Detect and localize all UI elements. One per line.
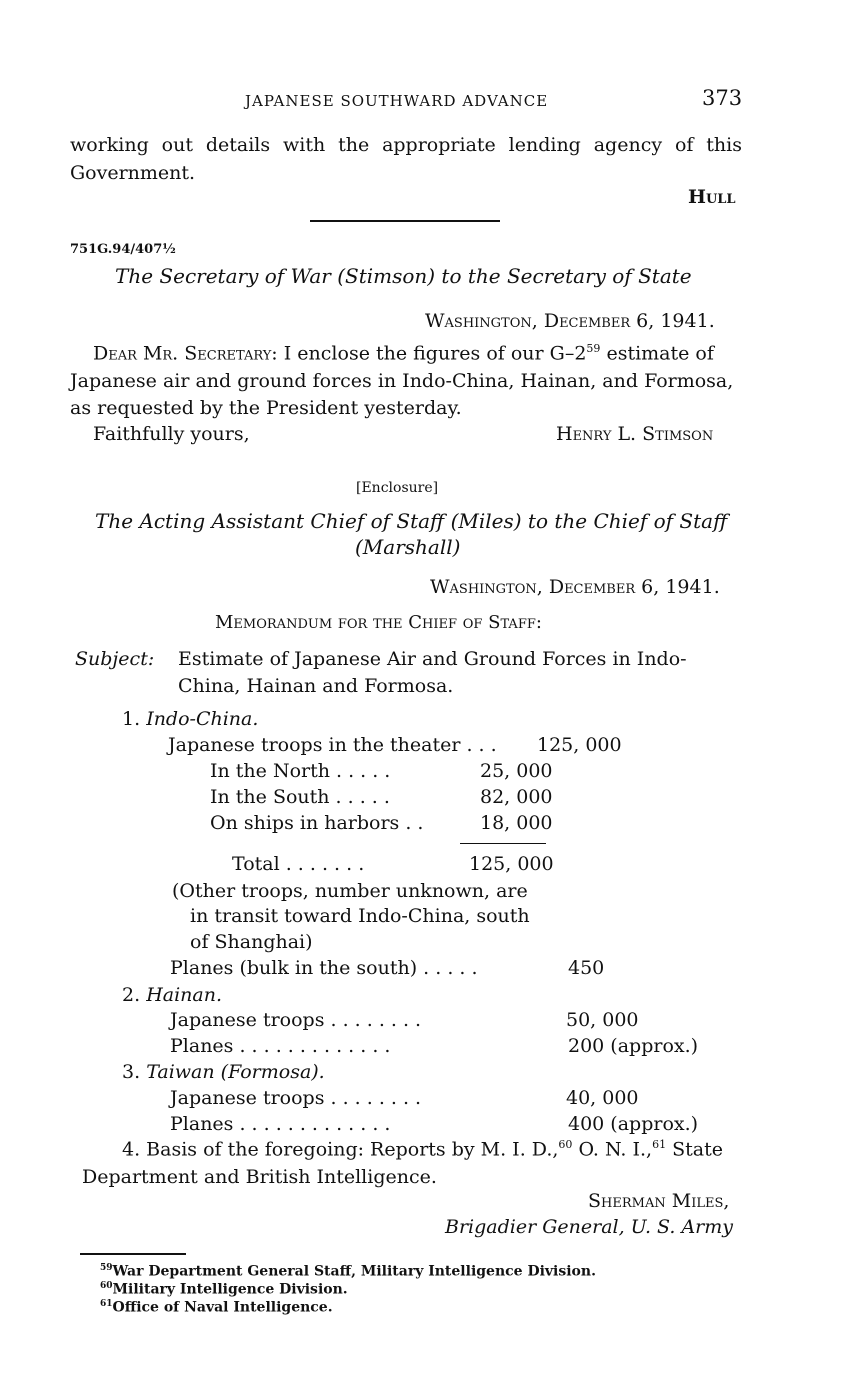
memo-signature-name: Sherman Miles, bbox=[588, 1190, 730, 1212]
salutation: Dear Mr. Secretary: bbox=[93, 342, 278, 365]
body-line-1-text: I enclose the figures of our G–2 bbox=[283, 342, 587, 365]
subject-line-2: China, Hainan and Formosa. bbox=[178, 675, 454, 697]
footnote-rule bbox=[80, 1253, 186, 1255]
section-3-heading bbox=[122, 1061, 325, 1083]
footnote-61-text: Office of Naval Intelligence. bbox=[112, 1299, 333, 1316]
s1-north-label: In the North . . . . . bbox=[210, 760, 391, 782]
s1-note-line-2: in transit toward Indo-China, south bbox=[190, 905, 530, 927]
s3-troops-value: 40, 000 bbox=[566, 1087, 639, 1109]
section-divider bbox=[310, 220, 500, 222]
enclosure-label: [Enclosure] bbox=[356, 480, 439, 496]
prev-letter-line-1: working out details with the appropriate lending agency of this bbox=[70, 134, 742, 156]
s1-total-label: Total . . . . . . . bbox=[232, 853, 365, 875]
s4-line1-a: 4. Basis of the foregoing: Reports by M. I. D., bbox=[122, 1138, 559, 1161]
section-1-number: 1. bbox=[122, 708, 141, 730]
footnote-60-mark: 60 bbox=[100, 1281, 113, 1291]
running-title: JAPANESE SOUTHWARD ADVANCE bbox=[245, 92, 549, 110]
letter-body-line-1 bbox=[93, 342, 714, 364]
footnote-61 bbox=[100, 1299, 333, 1316]
s1-troops-value: 125, 000 bbox=[537, 734, 622, 756]
s1-troops-label: Japanese troops in the theater . . . bbox=[168, 734, 497, 756]
footnote-ref-60: 60 bbox=[558, 1138, 573, 1151]
prev-letter-line-2: Government. bbox=[70, 162, 196, 184]
s1-south-label: In the South . . . . . bbox=[210, 786, 390, 808]
s1-total-value: 125, 000 bbox=[469, 853, 554, 875]
section-2-title: Hainan. bbox=[146, 984, 223, 1006]
subject-label: Subject: bbox=[75, 648, 155, 670]
s1-note-line-3: of Shanghai) bbox=[190, 931, 313, 953]
s1-ships-label: On ships in harbors . . bbox=[210, 812, 424, 834]
s2-planes-label: Planes . . . . . . . . . . . . . bbox=[170, 1035, 391, 1057]
enclosure-title-line-2: (Marshall) bbox=[355, 535, 461, 559]
letter-body-line-3: as requested by the President yesterday. bbox=[70, 397, 462, 419]
section-3-title: Taiwan (Formosa). bbox=[146, 1061, 325, 1083]
s1-ships-value: 18, 000 bbox=[480, 812, 553, 834]
letter-closing: Faithfully yours, bbox=[93, 423, 250, 445]
footnote-60-text: Military Intelligence Division. bbox=[112, 1281, 348, 1298]
s1-note-line-1: (Other troops, number unknown, are bbox=[172, 880, 528, 902]
memo-signature-rank: Brigadier General, U. S. Army bbox=[445, 1216, 734, 1238]
s2-troops-label: Japanese troops . . . . . . . . bbox=[170, 1009, 422, 1031]
letter-signature: Henry L. Stimson bbox=[556, 423, 714, 445]
footnote-60 bbox=[100, 1281, 348, 1298]
footnote-ref-59: 59 bbox=[586, 342, 601, 355]
s2-planes-value: 200 (approx.) bbox=[568, 1035, 699, 1057]
subtotal-rule bbox=[460, 843, 546, 844]
document-title: The Secretary of War (Stimson) to the Secretary of State bbox=[115, 264, 692, 288]
memo-heading: Memorandum for the Chief of Staff: bbox=[215, 612, 542, 633]
footnote-ref-61: 61 bbox=[652, 1138, 667, 1151]
section-1-title: Indo-China. bbox=[146, 708, 259, 730]
section-3-number: 3. bbox=[122, 1061, 141, 1083]
footnote-59 bbox=[100, 1263, 596, 1280]
document-place-date: Washington, December 6, 1941. bbox=[425, 310, 715, 332]
footnote-59-text: War Department General Staff, Military Intelligence Division. bbox=[112, 1263, 596, 1280]
section-1-heading bbox=[122, 708, 258, 730]
s3-planes-value: 400 (approx.) bbox=[568, 1113, 699, 1135]
footnote-61-mark: 61 bbox=[100, 1299, 113, 1309]
s2-troops-value: 50, 000 bbox=[566, 1009, 639, 1031]
s4-line1-c: State bbox=[672, 1138, 723, 1161]
s1-south-value: 82, 000 bbox=[480, 786, 553, 808]
section-4-line-2: Department and British Intelligence. bbox=[82, 1166, 437, 1188]
s1-planes-label: Planes (bulk in the south) . . . . . bbox=[170, 957, 478, 979]
enclosure-title-line-1: The Acting Assistant Chief of Staff (Miles) to the Chief of Staff bbox=[95, 509, 728, 533]
enclosure-place-date: Washington, December 6, 1941. bbox=[430, 576, 720, 598]
letter-body-line-2: Japanese air and ground forces in Indo-China, Hainan, and Formosa, bbox=[70, 370, 734, 392]
prev-letter-signature: Hull bbox=[688, 186, 736, 208]
s3-planes-label: Planes . . . . . . . . . . . . . bbox=[170, 1113, 391, 1135]
section-2-heading bbox=[122, 984, 222, 1006]
body-line-1-end: estimate of bbox=[606, 342, 714, 365]
s1-north-value: 25, 000 bbox=[480, 760, 553, 782]
s3-troops-label: Japanese troops . . . . . . . . bbox=[170, 1087, 422, 1109]
subject-line-1: Estimate of Japanese Air and Ground Forces in Indo- bbox=[178, 648, 687, 670]
section-4-line-1 bbox=[122, 1138, 723, 1160]
section-2-number: 2. bbox=[122, 984, 141, 1006]
s4-line1-b: O. N. I., bbox=[578, 1138, 653, 1161]
footnote-59-mark: 59 bbox=[100, 1263, 113, 1273]
page-number: 373 bbox=[702, 86, 743, 110]
s1-planes-value: 450 bbox=[568, 957, 605, 979]
file-number: 751G.94/407½ bbox=[70, 242, 176, 257]
